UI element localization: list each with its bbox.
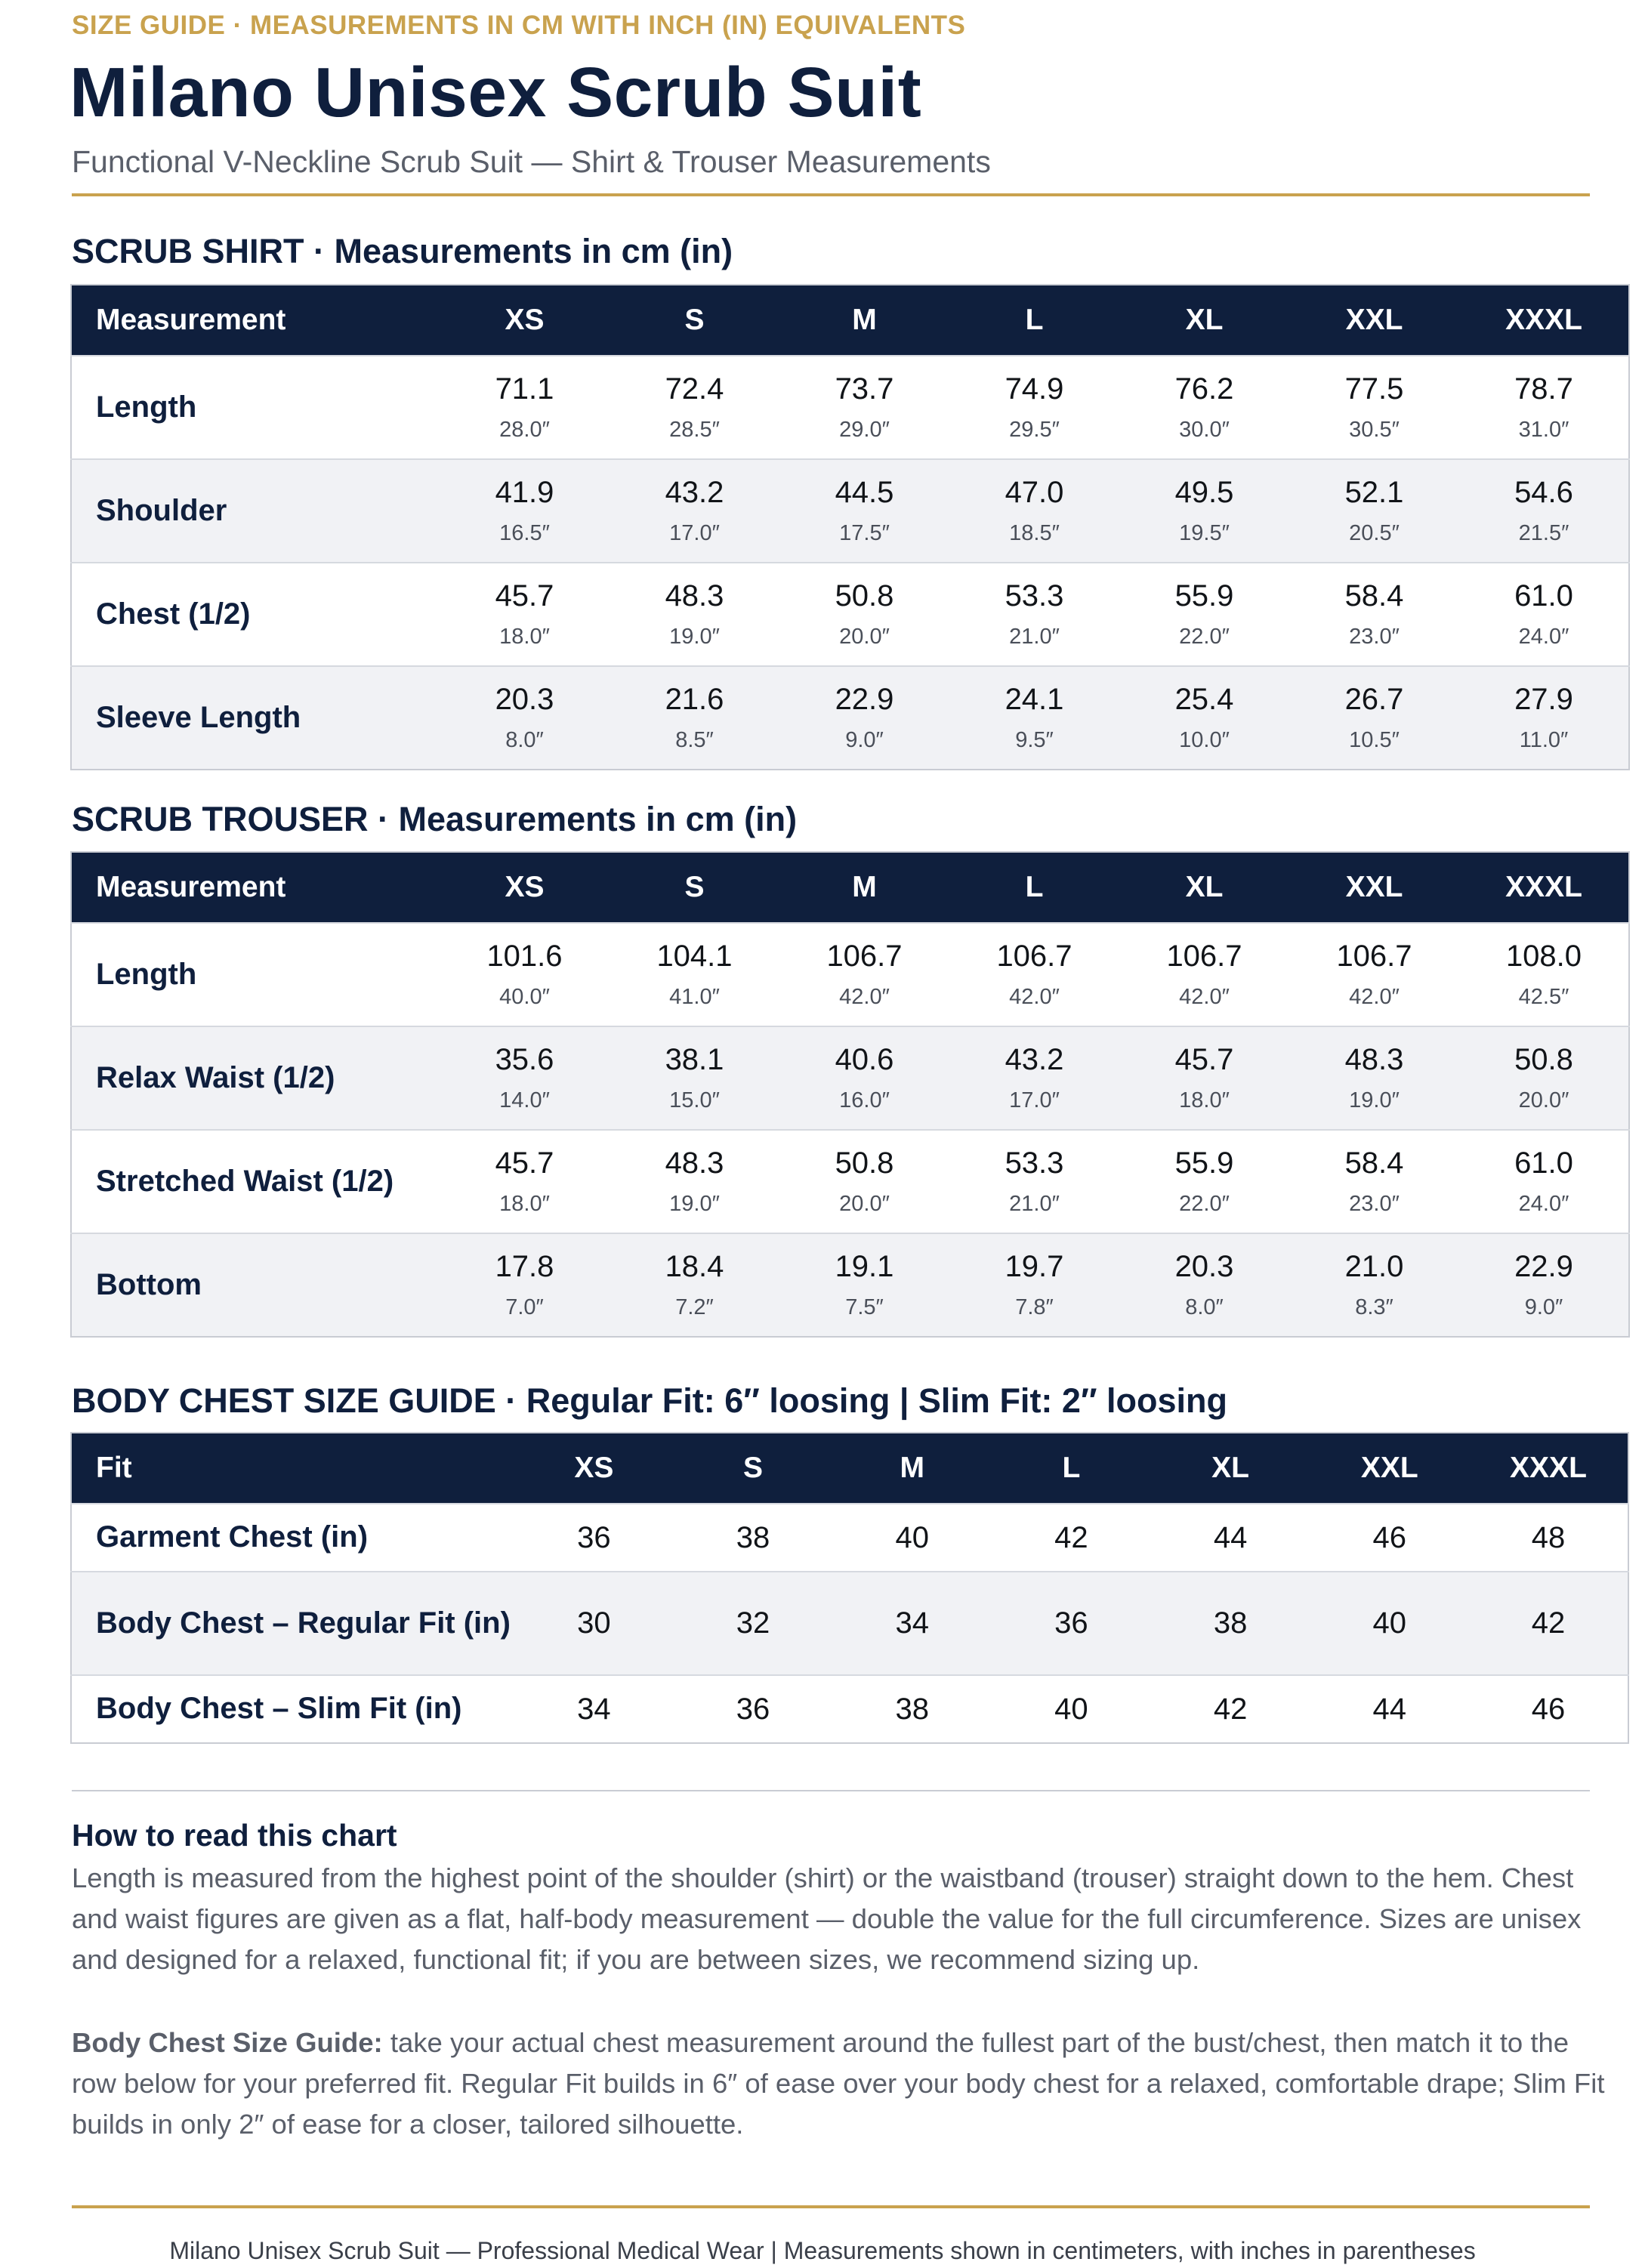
cm-value: 26.7 xyxy=(1344,683,1404,716)
inch-value: 40.0″ xyxy=(499,985,550,1009)
cm-value: 21.6 xyxy=(665,683,724,716)
size-cell xyxy=(779,1026,949,1130)
cm-value: 22.9 xyxy=(835,683,894,716)
size-cell xyxy=(440,459,610,563)
cm-value: 19.7 xyxy=(1005,1250,1064,1283)
inch-value: 29.5″ xyxy=(1009,418,1060,442)
inch-value: 9.0″ xyxy=(1524,1295,1563,1319)
cm-value: 72.4 xyxy=(665,372,724,406)
row-label: Relax Waist (1/2) xyxy=(71,1026,440,1130)
inch-value: 30.5″ xyxy=(1349,418,1400,442)
column-header-size: XXXL xyxy=(1459,285,1629,356)
inch-value: 17.5″ xyxy=(839,521,890,545)
size-cell xyxy=(1289,459,1459,563)
column-header-size: L xyxy=(992,1433,1151,1504)
size-cell xyxy=(610,563,779,666)
cm-value: 55.9 xyxy=(1174,579,1234,613)
howto-paragraph: Length is measured from the highest point of the shoulder (shirt) or the waistband (trouser) straight down to the hem. Chest and waist figures are given as a flat, half-body measurement — double the value for the full circumference. Sizes are unisex and designed for a relaxed, functional fit; if you are between sizes, we recommend sizing up. xyxy=(72,1862,1582,1975)
inch-value: 31.0″ xyxy=(1518,418,1569,442)
inch-value: 19.0″ xyxy=(669,1192,720,1216)
size-cell xyxy=(1459,459,1629,563)
cm-value: 45.7 xyxy=(495,579,554,613)
chest-value: 44 xyxy=(1151,1504,1310,1572)
inch-value: 9.5″ xyxy=(1015,728,1054,752)
size-cell xyxy=(610,1130,779,1233)
inch-value: 18.0″ xyxy=(1179,1088,1230,1112)
cm-value: 53.3 xyxy=(1005,1146,1064,1180)
chest-guide-paragraph xyxy=(72,2023,1605,2145)
cm-value: 50.8 xyxy=(1514,1043,1573,1076)
cm-value: 48.3 xyxy=(665,1146,724,1180)
cm-value: 71.1 xyxy=(495,372,554,406)
row-label: Bottom xyxy=(71,1233,440,1337)
cm-value: 22.9 xyxy=(1514,1250,1573,1283)
cm-value: 76.2 xyxy=(1174,372,1234,406)
chest-value: 40 xyxy=(992,1675,1151,1743)
cm-value: 48.3 xyxy=(665,579,724,613)
column-header-size: XXL xyxy=(1289,852,1459,923)
column-header-size: XXXL xyxy=(1459,852,1629,923)
column-header-size: XXXL xyxy=(1469,1433,1628,1504)
size-cell xyxy=(1119,356,1289,459)
cm-value: 20.3 xyxy=(495,683,554,716)
size-cell xyxy=(440,356,610,459)
cm-value: 43.2 xyxy=(665,476,724,509)
inch-value: 11.0″ xyxy=(1519,728,1569,752)
cm-value: 74.9 xyxy=(1005,372,1064,406)
chest-value: 48 xyxy=(1469,1504,1628,1572)
size-cell xyxy=(949,1130,1119,1233)
table-row xyxy=(71,459,1629,563)
cm-value: 45.7 xyxy=(1174,1043,1234,1076)
column-header-size: XL xyxy=(1119,285,1289,356)
chest-value: 30 xyxy=(514,1572,674,1675)
cm-value: 24.1 xyxy=(1005,683,1064,716)
cm-value: 108.0 xyxy=(1505,940,1582,973)
size-cell xyxy=(1119,1130,1289,1233)
column-header-size: S xyxy=(610,852,779,923)
size-cell xyxy=(1459,666,1629,770)
inch-value: 15.0″ xyxy=(669,1088,720,1112)
cm-value: 61.0 xyxy=(1514,1146,1573,1180)
chest-value: 36 xyxy=(674,1675,833,1743)
row-label: Body Chest – Slim Fit (in) xyxy=(71,1675,514,1743)
row-label: Chest (1/2) xyxy=(71,563,440,666)
inch-value: 41.0″ xyxy=(669,985,720,1009)
size-cell xyxy=(1119,459,1289,563)
section-divider xyxy=(72,1790,1590,1791)
size-cell xyxy=(1459,356,1629,459)
cm-value: 53.3 xyxy=(1005,579,1064,613)
inch-value: 8.3″ xyxy=(1355,1295,1393,1319)
column-header-size: M xyxy=(779,852,949,923)
cm-value: 101.6 xyxy=(486,940,563,973)
size-cell xyxy=(610,1026,779,1130)
cm-value: 78.7 xyxy=(1514,372,1573,406)
inch-value: 23.0″ xyxy=(1349,1192,1400,1216)
table-row xyxy=(71,923,1629,1026)
trouser-section-heading: SCRUB TROUSER · Measurements in cm (in) xyxy=(72,800,798,838)
size-cell xyxy=(440,666,610,770)
table-row xyxy=(71,563,1629,666)
inch-value: 17.0″ xyxy=(1009,1088,1060,1112)
column-header-size: XS xyxy=(440,852,610,923)
footer-divider xyxy=(72,2205,1590,2208)
inch-value: 8.0″ xyxy=(505,728,544,752)
size-cell xyxy=(779,459,949,563)
column-header-fit: Fit xyxy=(71,1433,514,1504)
size-cell xyxy=(1119,1233,1289,1337)
table-row xyxy=(71,1504,1628,1572)
inch-value: 21.0″ xyxy=(1009,1192,1060,1216)
inch-value: 20.0″ xyxy=(839,625,890,649)
inch-value: 16.5″ xyxy=(499,521,550,545)
inch-value: 8.5″ xyxy=(675,728,714,752)
inch-value: 10.5″ xyxy=(1349,728,1400,752)
cm-value: 44.5 xyxy=(835,476,894,509)
row-label: Body Chest – Regular Fit (in) xyxy=(71,1572,514,1675)
cm-value: 43.2 xyxy=(1005,1043,1064,1076)
size-cell xyxy=(949,666,1119,770)
inch-value: 7.2″ xyxy=(675,1295,714,1319)
table-row xyxy=(71,1572,1628,1675)
column-header-size: M xyxy=(779,285,949,356)
cm-value: 47.0 xyxy=(1005,476,1064,509)
table-row xyxy=(71,1233,1629,1337)
page-subtitle: Functional V-Neckline Scrub Suit — Shirt & Trouser Measurements xyxy=(72,144,991,179)
column-header-size: L xyxy=(949,852,1119,923)
inch-value: 20.0″ xyxy=(839,1192,890,1216)
column-header-size: S xyxy=(610,285,779,356)
size-cell xyxy=(1459,1130,1629,1233)
chest-value: 46 xyxy=(1469,1675,1628,1743)
inch-value: 21.0″ xyxy=(1009,625,1060,649)
shirt-measurement-table xyxy=(70,284,1630,770)
cm-value: 58.4 xyxy=(1344,579,1404,613)
cm-value: 77.5 xyxy=(1344,372,1404,406)
size-cell xyxy=(440,1233,610,1337)
cm-value: 21.0 xyxy=(1344,1250,1404,1283)
column-header-size: XL xyxy=(1151,1433,1310,1504)
row-label: Garment Chest (in) xyxy=(71,1504,514,1572)
inch-value: 18.0″ xyxy=(499,625,550,649)
size-cell xyxy=(1459,1026,1629,1130)
cm-value: 41.9 xyxy=(495,476,554,509)
inch-value: 42.0″ xyxy=(839,985,890,1009)
size-cell xyxy=(1289,923,1459,1026)
inch-value: 22.0″ xyxy=(1179,1192,1230,1216)
inch-value: 22.0″ xyxy=(1179,625,1230,649)
size-cell xyxy=(949,356,1119,459)
cm-value: 27.9 xyxy=(1514,683,1573,716)
inch-value: 8.0″ xyxy=(1185,1295,1224,1319)
row-label: Shoulder xyxy=(71,459,440,563)
inch-value: 19.5″ xyxy=(1179,521,1230,545)
inch-value: 42.0″ xyxy=(1349,985,1400,1009)
inch-value: 17.0″ xyxy=(669,521,720,545)
column-header-measurement: Measurement xyxy=(71,852,440,923)
size-cell xyxy=(1459,1233,1629,1337)
chest-value: 42 xyxy=(992,1504,1151,1572)
column-header-measurement: Measurement xyxy=(71,285,440,356)
chest-value: 32 xyxy=(674,1572,833,1675)
table-row xyxy=(71,666,1629,770)
cm-value: 17.8 xyxy=(495,1250,554,1283)
eyebrow-label: SIZE GUIDE · MEASUREMENTS IN CM WITH INCH (IN) EQUIVALENTS xyxy=(72,11,966,40)
size-cell xyxy=(779,666,949,770)
inch-value: 42.5″ xyxy=(1518,985,1569,1009)
chest-value: 44 xyxy=(1310,1675,1469,1743)
size-cell xyxy=(1459,923,1629,1026)
size-cell xyxy=(949,459,1119,563)
size-cell xyxy=(779,563,949,666)
column-header-size: XL xyxy=(1119,852,1289,923)
size-cell xyxy=(610,1233,779,1337)
size-cell xyxy=(1289,666,1459,770)
inch-value: 30.0″ xyxy=(1179,418,1230,442)
cm-value: 40.6 xyxy=(835,1043,894,1076)
size-cell xyxy=(949,563,1119,666)
chest-value: 38 xyxy=(674,1504,833,1572)
column-header-size: XS xyxy=(440,285,610,356)
trouser-measurement-table xyxy=(70,851,1630,1338)
size-cell xyxy=(1119,563,1289,666)
inch-value: 20.0″ xyxy=(1518,1088,1569,1112)
cm-value: 25.4 xyxy=(1174,683,1234,716)
size-cell xyxy=(610,356,779,459)
cm-value: 106.7 xyxy=(1336,940,1412,973)
inch-value: 29.0″ xyxy=(839,418,890,442)
chest-value: 36 xyxy=(992,1572,1151,1675)
chest-value: 42 xyxy=(1151,1675,1310,1743)
table-row xyxy=(71,1026,1629,1130)
header-divider xyxy=(72,193,1590,196)
chest-value: 46 xyxy=(1310,1504,1469,1572)
cm-value: 45.7 xyxy=(495,1146,554,1180)
inch-value: 21.5″ xyxy=(1518,521,1569,545)
row-label: Stretched Waist (1/2) xyxy=(71,1130,440,1233)
size-cell xyxy=(949,1026,1119,1130)
size-cell xyxy=(440,1130,610,1233)
inch-value: 42.0″ xyxy=(1179,985,1230,1009)
size-cell xyxy=(610,666,779,770)
row-label: Length xyxy=(71,923,440,1026)
inch-value: 28.0″ xyxy=(499,418,550,442)
inch-value: 7.0″ xyxy=(505,1295,544,1319)
table-row xyxy=(71,1130,1629,1233)
howto-heading: How to read this chart xyxy=(72,1818,397,1853)
size-cell xyxy=(949,1233,1119,1337)
inch-value: 10.0″ xyxy=(1179,728,1230,752)
size-cell xyxy=(1119,1026,1289,1130)
chest-section-heading: BODY CHEST SIZE GUIDE · Regular Fit: 6″ loosing | Slim Fit: 2″ loosing xyxy=(72,1381,1227,1420)
size-cell xyxy=(440,923,610,1026)
column-header-size: M xyxy=(832,1433,992,1504)
chest-value: 36 xyxy=(514,1504,674,1572)
size-cell xyxy=(1459,563,1629,666)
chest-value: 38 xyxy=(1151,1572,1310,1675)
inch-value: 14.0″ xyxy=(499,1088,550,1112)
size-cell xyxy=(1119,923,1289,1026)
size-cell xyxy=(779,1130,949,1233)
chest-value: 40 xyxy=(832,1504,992,1572)
inch-value: 23.0″ xyxy=(1349,625,1400,649)
size-cell xyxy=(1289,563,1459,666)
row-label: Length xyxy=(71,356,440,459)
size-cell xyxy=(1289,1026,1459,1130)
inch-value: 28.5″ xyxy=(669,418,720,442)
inch-value: 7.8″ xyxy=(1015,1295,1054,1319)
chest-guide-text: take your actual chest measurement around the fullest part of the bust/chest, then match it to the row below for your preferred fit. Regular Fit builds in 6″ of ease over your body chest for a relaxed, comfortable drape; Slim Fit builds in only 2″ of ease for a closer, tailored silhouette. xyxy=(72,2027,1605,2140)
cm-value: 20.3 xyxy=(1174,1250,1234,1283)
inch-value: 16.0″ xyxy=(839,1088,890,1112)
size-cell xyxy=(779,356,949,459)
chest-value: 34 xyxy=(832,1572,992,1675)
chest-value: 42 xyxy=(1469,1572,1628,1675)
cm-value: 104.1 xyxy=(656,940,733,973)
inch-value: 42.0″ xyxy=(1009,985,1060,1009)
cm-value: 106.7 xyxy=(826,940,903,973)
size-cell xyxy=(779,923,949,1026)
inch-value: 9.0″ xyxy=(845,728,884,752)
column-header-size: XXL xyxy=(1289,285,1459,356)
size-cell xyxy=(1289,1130,1459,1233)
cm-value: 58.4 xyxy=(1344,1146,1404,1180)
table-row xyxy=(71,356,1629,459)
column-header-size: XXL xyxy=(1310,1433,1469,1504)
cm-value: 49.5 xyxy=(1174,476,1234,509)
inch-value: 24.0″ xyxy=(1518,625,1569,649)
size-cell xyxy=(949,923,1119,1026)
size-cell xyxy=(440,1026,610,1130)
cm-value: 38.1 xyxy=(665,1043,724,1076)
size-cell xyxy=(440,563,610,666)
cm-value: 19.1 xyxy=(835,1250,894,1283)
cm-value: 35.6 xyxy=(495,1043,554,1076)
row-label: Sleeve Length xyxy=(71,666,440,770)
size-cell xyxy=(1119,666,1289,770)
inch-value: 18.5″ xyxy=(1009,521,1060,545)
cm-value: 106.7 xyxy=(996,940,1072,973)
inch-value: 20.5″ xyxy=(1349,521,1400,545)
inch-value: 18.0″ xyxy=(499,1192,550,1216)
cm-value: 106.7 xyxy=(1166,940,1242,973)
cm-value: 61.0 xyxy=(1514,579,1573,613)
cm-value: 18.4 xyxy=(665,1250,724,1283)
column-header-size: XS xyxy=(514,1433,674,1504)
chest-value: 34 xyxy=(514,1675,674,1743)
size-cell xyxy=(1289,1233,1459,1337)
cm-value: 73.7 xyxy=(835,372,894,406)
page-title: Milano Unisex Scrub Suit xyxy=(69,53,922,131)
cm-value: 50.8 xyxy=(835,1146,894,1180)
cm-value: 52.1 xyxy=(1344,476,1404,509)
column-header-size: S xyxy=(674,1433,833,1504)
size-cell xyxy=(779,1233,949,1337)
cm-value: 48.3 xyxy=(1344,1043,1404,1076)
footer-text: Milano Unisex Scrub Suit — Professional Medical Wear | Measurements shown in centimeters, with inches in parentheses xyxy=(169,2237,1476,2264)
size-cell xyxy=(1289,356,1459,459)
inch-value: 19.0″ xyxy=(669,625,720,649)
cm-value: 55.9 xyxy=(1174,1146,1234,1180)
column-header-size: L xyxy=(949,285,1119,356)
chest-guide-lead: Body Chest Size Guide: xyxy=(72,2027,383,2058)
chest-value: 40 xyxy=(1310,1572,1469,1675)
inch-value: 19.0″ xyxy=(1349,1088,1400,1112)
body-chest-table xyxy=(70,1432,1629,1744)
size-cell xyxy=(610,923,779,1026)
chest-value: 38 xyxy=(832,1675,992,1743)
table-row xyxy=(71,1675,1628,1743)
size-cell xyxy=(610,459,779,563)
inch-value: 7.5″ xyxy=(845,1295,884,1319)
inch-value: 24.0″ xyxy=(1518,1192,1569,1216)
cm-value: 54.6 xyxy=(1514,476,1573,509)
cm-value: 50.8 xyxy=(835,579,894,613)
shirt-section-heading: SCRUB SHIRT · Measurements in cm (in) xyxy=(72,232,733,270)
